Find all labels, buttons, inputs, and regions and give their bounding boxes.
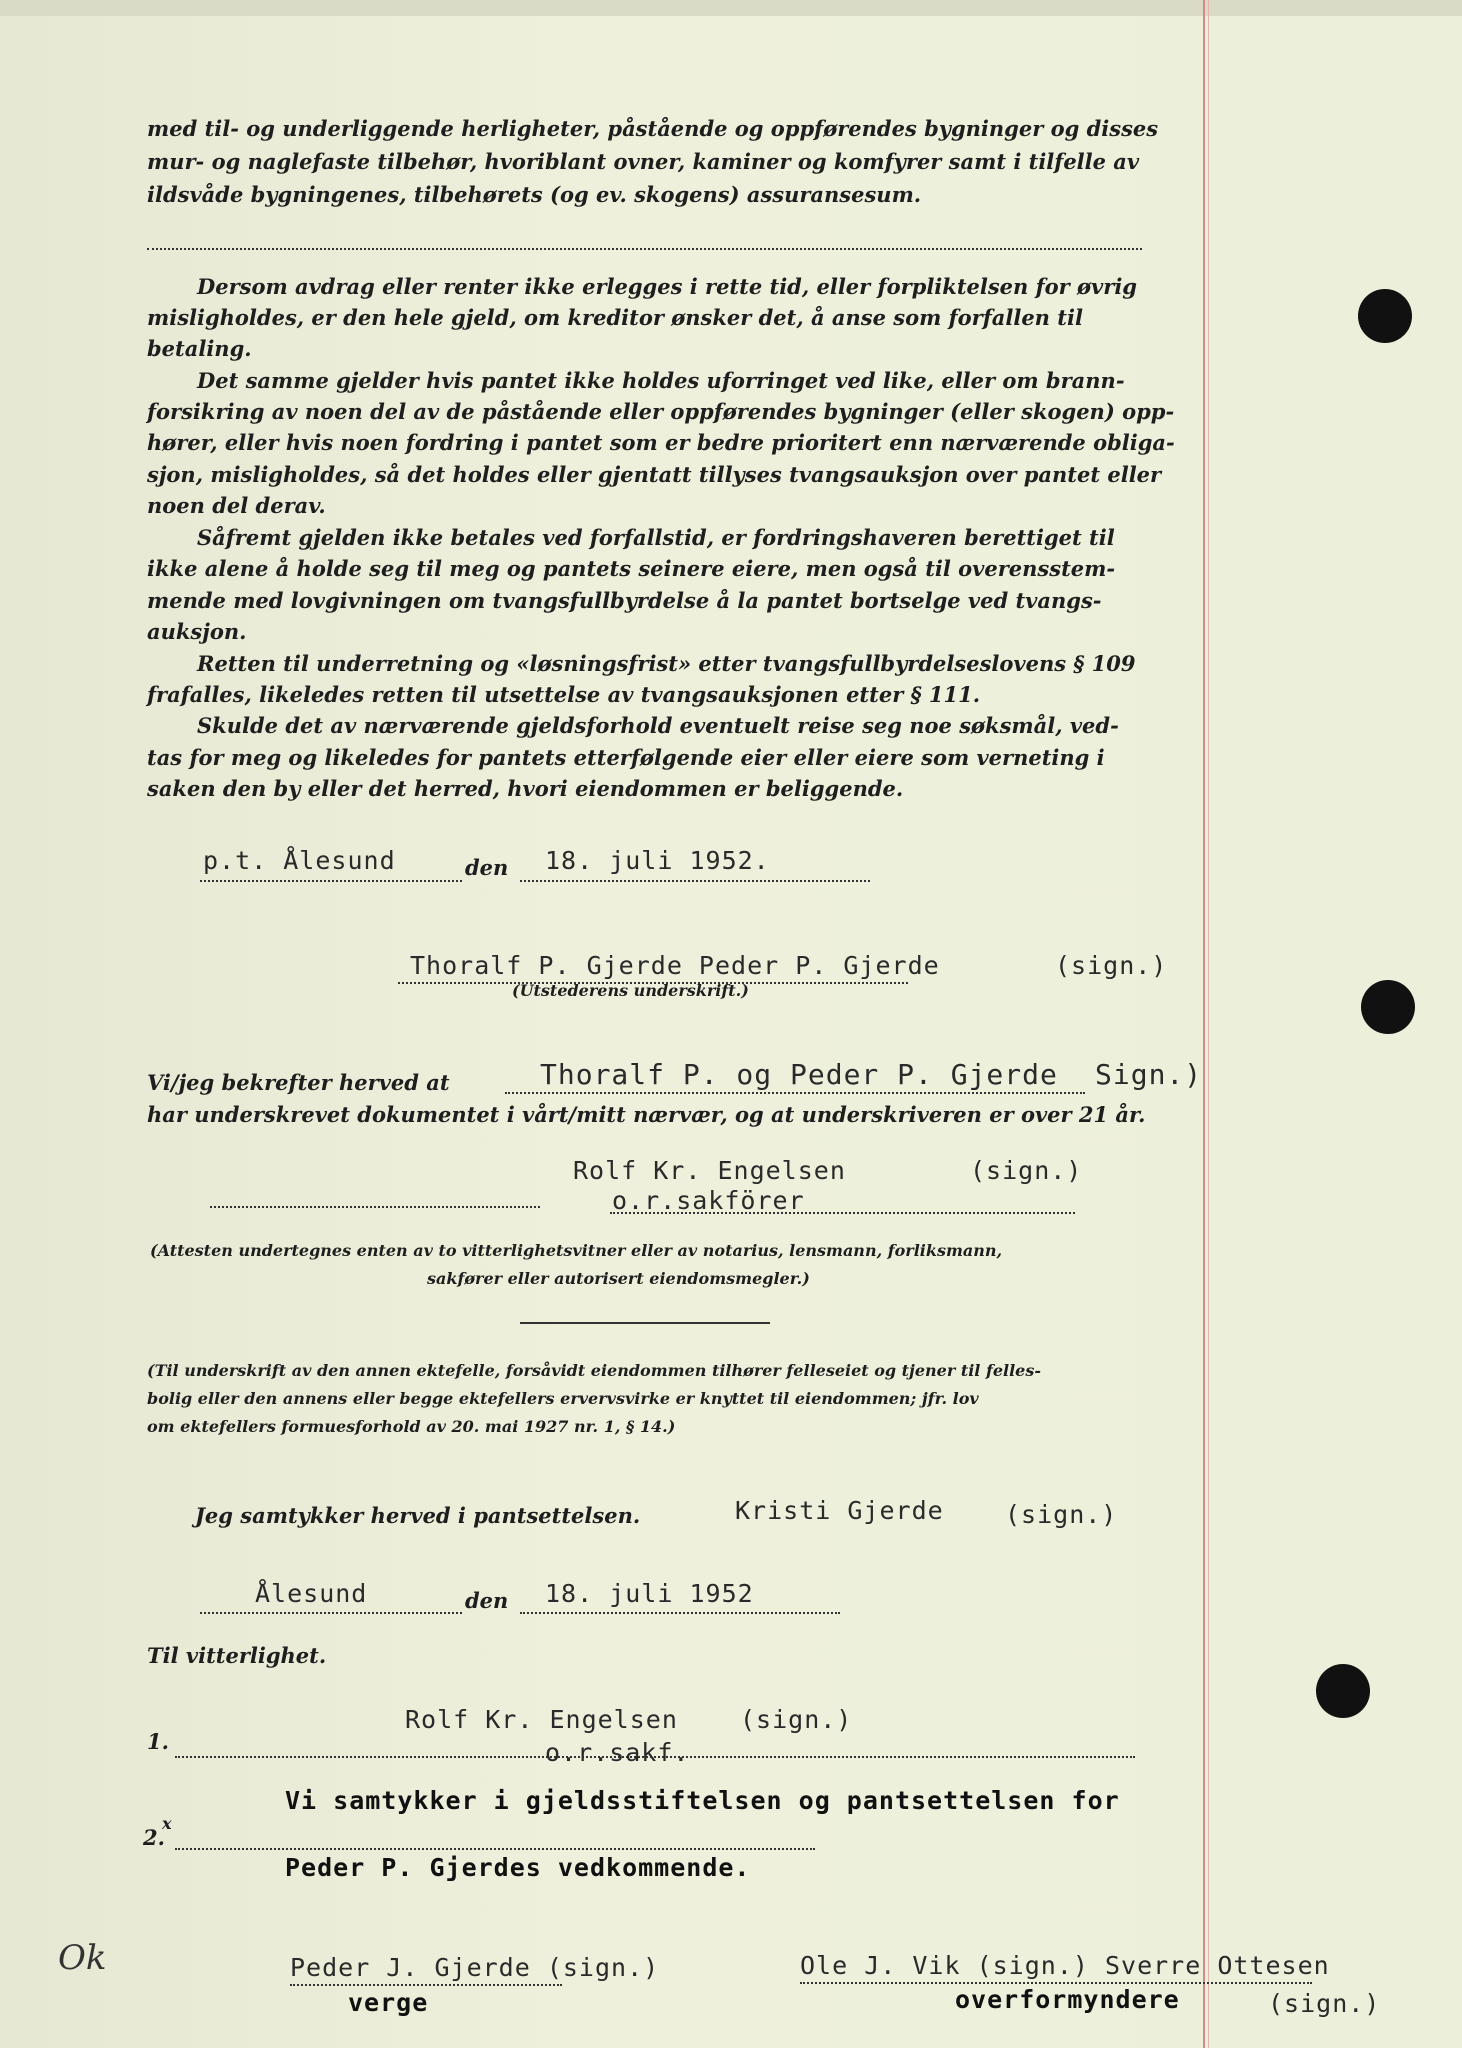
attest-note-line: sakfører eller autorisert eiendomsmegler.) [427, 1269, 810, 1288]
terms-line: sjon, misligholdes, så det holdes eller gjentatt tillyses tvangsauksjon over pantet eller [147, 462, 1162, 487]
margin-mark: Ok [58, 1938, 107, 1978]
terms-line: hører, eller hvis noen fordring i pantet som er bedre prioritert enn nærværende obliga- [147, 430, 1175, 455]
spouse-note-line: bolig eller den annens eller begge ektefellers ervervsvirke er knyttet til eiendommen; jfr. lov [147, 1389, 979, 1408]
terms-line: tas for meg og likeledes for pantets etterfølgende eier eller eiere som verneting i [147, 745, 1105, 770]
guardian-left-name: Peder J. Gjerde (sign.) [290, 1953, 660, 1982]
terms-line: mende med lovgivningen om tvangsfullbyrdelse å la pantet bortselge ved tvangs- [147, 588, 1102, 613]
intro-line: mur- og naglefaste tilbehør, hvoriblant ovner, kaminer og komfyrer samt i tilfelle av [147, 149, 1140, 174]
witness-confirmed-names: Thoralf P. og Peder P. Gjerde [540, 1058, 1058, 1091]
vitterlighet-name-1: Rolf Kr. Engelsen [405, 1705, 678, 1734]
spouse-den-label: den [465, 1588, 509, 1613]
terms-line: Skulde det av nærværende gjeldsforhold eventuelt reise seg noe søksmål, ved- [197, 713, 1119, 738]
spouse-name: Kristi Gjerde [735, 1496, 944, 1525]
vitterlighet-title-1: o.r.sakf. [545, 1738, 690, 1767]
guardian-left-dotted-line [290, 1984, 562, 1986]
attest-note-line: (Attesten undertegnes enten av to vitterlighetsvitner eller av notarius, lensmann, forliksmann, [150, 1241, 1003, 1260]
spouse-place: Ålesund [255, 1579, 368, 1608]
title-dotted-line [610, 1212, 1075, 1214]
issuer-signers: Thoralf P. Gjerde Peder P. Gjerde [410, 951, 940, 980]
punch-hole [1316, 1664, 1370, 1718]
signature-caption: (Utstederens underskrift.) [512, 981, 749, 1000]
witness-title: o.r.sakförer [612, 1186, 805, 1215]
margin-line-shadow [1208, 0, 1209, 2048]
punch-hole [1358, 289, 1412, 343]
vitterlighet-number-1: 1. [147, 1729, 169, 1754]
vitterlighet-heading: Til vitterlighet. [147, 1643, 327, 1668]
witness-sign-note: Sign.) [1095, 1058, 1203, 1091]
terms-line: Såfremt gjelden ikke betales ved forfallstid, er fordringshaveren berettiget til [197, 525, 1115, 550]
terms-line: ikke alene å holde seg til meg og pantets seinere eiere, men også til overensstem- [147, 556, 1116, 581]
terms-line: Dersom avdrag eller renter ikke erlegges i rette tid, eller forpliktelsen for øvrig [197, 274, 1137, 299]
margin-line [1203, 0, 1205, 2048]
vitterlighet-dotted-line-2 [175, 1848, 815, 1850]
spouse-note-line: om ektefellers formuesforhold av 20. mai 1927 nr. 1, § 14.) [147, 1417, 676, 1436]
witness-name-sign: (sign.) [970, 1156, 1083, 1185]
intro-line: ildsvåde bygningenes, tilbehørets (og ev. skogens) assuransesum. [147, 182, 922, 207]
spouse-note-line: (Til underskrift av den annen ektefelle, forsåvidt eiendommen tilhører felleseiet og tjener til felles- [147, 1361, 1041, 1380]
intro-line: med til- og underliggende herligheter, påstående og oppførendes bygninger og disses [147, 116, 1159, 141]
guardian-left-title: verge [348, 1988, 429, 2017]
terms-line: Det samme gjelder hvis pantet ikke holdes uforringet ved like, eller om brann- [197, 368, 1125, 393]
spouse-consent: Jeg samtykker herved i pantsettelsen. [195, 1503, 641, 1528]
witness-dotted-line [210, 1206, 540, 1208]
names-dotted-line [505, 1092, 1085, 1094]
terms-line: saken den by eller det herred, hvori eiendommen er beliggende. [147, 776, 904, 801]
spouse-sign-note: (sign.) [1005, 1500, 1118, 1529]
terms-line: forsikring av noen del av de påstående eller oppførendes bygninger (eller skogen) opp- [147, 399, 1175, 424]
spouse-place-dotted-line [200, 1612, 462, 1614]
issuer-sign-note: (sign.) [1055, 951, 1168, 980]
witness-line2: har underskrevet dokumentet i vårt/mitt nærvær, og at underskriveren er over 21 år. [147, 1102, 1146, 1127]
terms-line: Retten til underretning og «løsningsfrist» etter tvangsfullbyrdelseslovens § 109 [197, 651, 1136, 676]
consent-line-1: Vi samtykker i gjeldsstiftelsen og pantsettelsen for [285, 1786, 1120, 1815]
spouse-date-dotted-line [520, 1612, 840, 1614]
divider-rule [520, 1322, 770, 1324]
issue-date: 18. juli 1952. [545, 846, 770, 875]
terms-line: frafalles, likeledes retten til utsettelse av tvangsauksjonen etter § 111. [147, 682, 981, 707]
den-label: den [465, 855, 509, 880]
vitterlighet-sign-1: (sign.) [740, 1705, 853, 1734]
date-dotted-line [520, 880, 870, 882]
punch-hole [1361, 980, 1415, 1034]
vitterlighet-number-2: 2. [143, 1825, 165, 1850]
spouse-date: 18. juli 1952 [545, 1579, 754, 1608]
issue-place: p.t. Ålesund [203, 846, 396, 875]
consent-line-2: Peder P. Gjerdes vedkommende. [285, 1853, 751, 1882]
vitterlighet-number-2-mark: x [162, 1814, 172, 1833]
place-dotted-line [200, 880, 462, 882]
witness-name: Rolf Kr. Engelsen [573, 1156, 846, 1185]
page-top-edge [0, 0, 1462, 16]
terms-line: misligholdes, er den hele gjeld, om kreditor ønsker det, å anse som forfallen til [147, 305, 1083, 330]
terms-line: noen del derav. [147, 493, 326, 518]
guardian-right-names: Ole J. Vik (sign.) Sverre Ottesen [800, 1951, 1330, 1980]
guardian-right-sign: (sign.) [1268, 1989, 1381, 2018]
guardian-right-title: overformyndere [955, 1985, 1180, 2014]
witness-prefix: Vi/jeg bekrefter herved at [147, 1070, 450, 1095]
terms-line: betaling. [147, 336, 252, 361]
terms-line: auksjon. [147, 619, 247, 644]
dotted-separator [147, 248, 1142, 250]
guardian-right-dotted-line [800, 1982, 1312, 1984]
